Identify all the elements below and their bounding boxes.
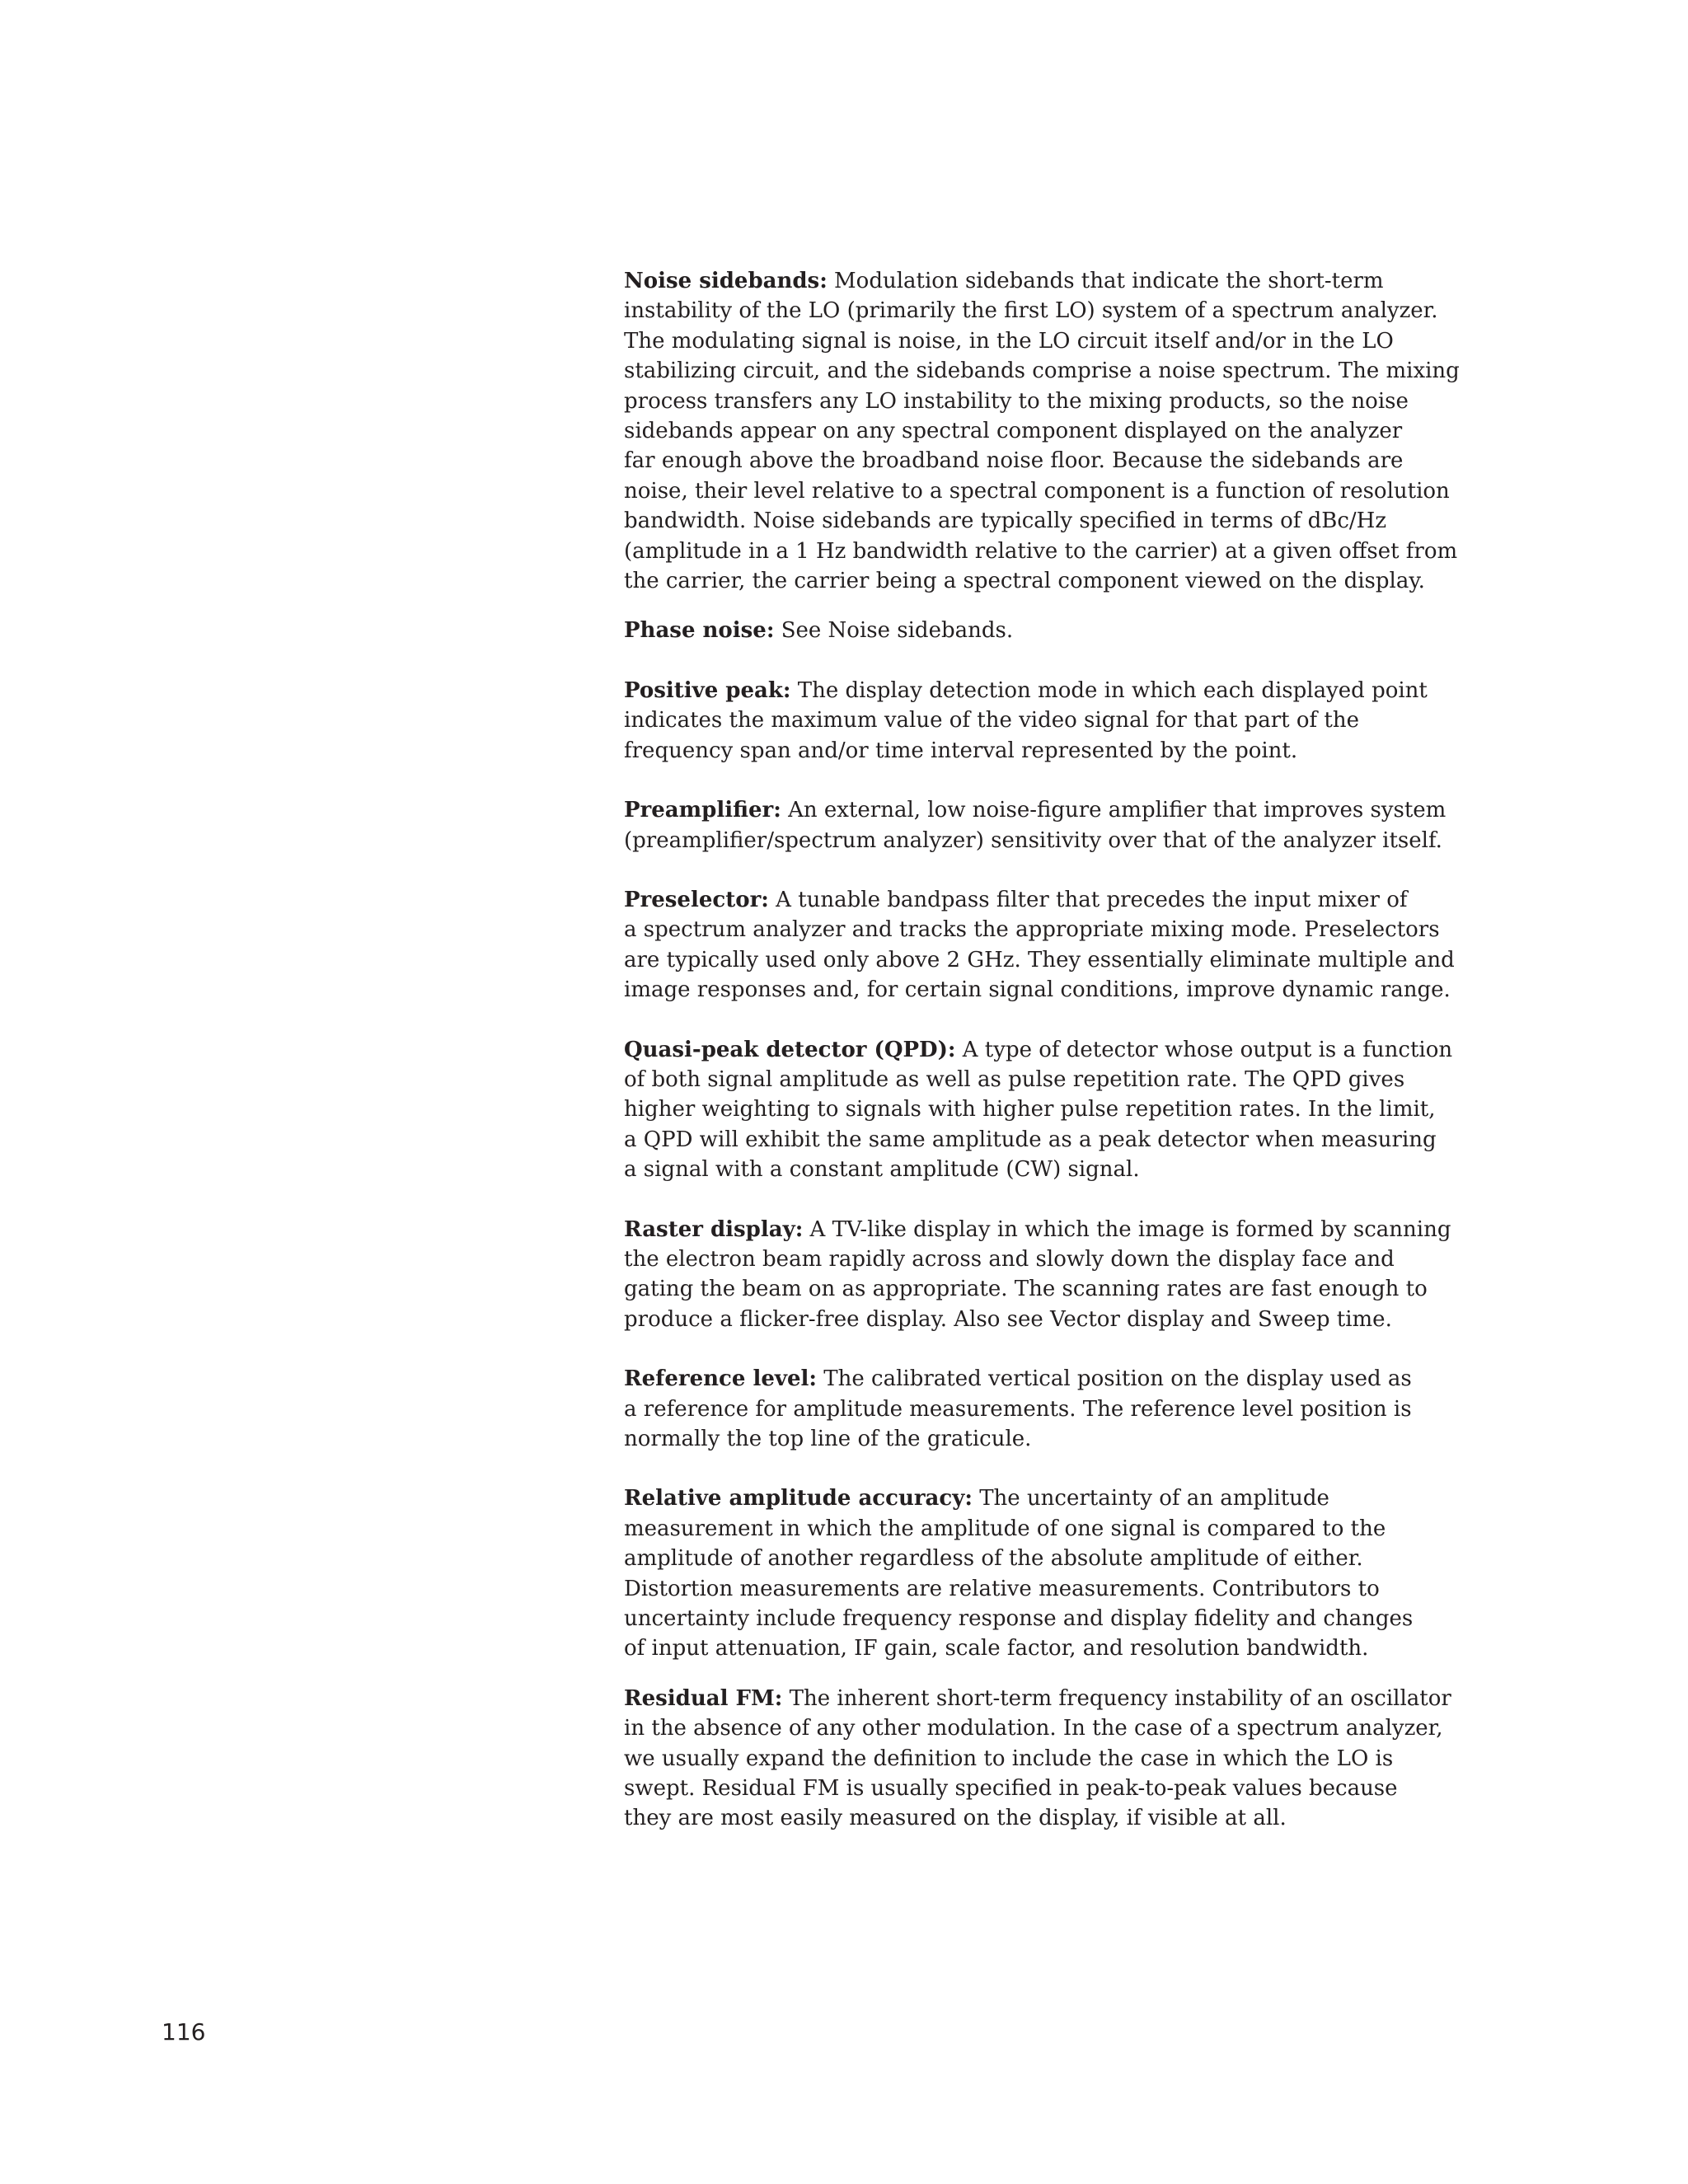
entry-term: Positive peak:	[624, 677, 791, 703]
entry-line: we usually expand the definition to include the case in which the LO is	[624, 1746, 1394, 1771]
entry-line	[624, 1684, 1531, 1713]
entry-line	[624, 1035, 1531, 1065]
entry-line	[624, 616, 1531, 645]
entry-line	[624, 1483, 1531, 1513]
entry-line: a reference for amplitude measurements. The reference level position is	[624, 1396, 1412, 1422]
entry-line: sidebands appear on any spectral component displayed on the analyzer	[624, 419, 1403, 444]
entry-line: (amplitude in a 1 Hz bandwidth relative to the carrier) at a given offset from	[624, 538, 1458, 564]
entry-line: higher weighting to signals with higher pulse repetition rates. In the limit,	[624, 1097, 1436, 1122]
entry-term: Preamplifier:	[624, 798, 781, 823]
glossary-entry-reference-level	[624, 1364, 1531, 1454]
entry-text: The display detection mode in which each displayed point	[790, 677, 1428, 703]
entry-line: gating the beam on as appropriate. The scanning rates are fast enough to	[624, 1277, 1428, 1302]
glossary-entry-positive-peak	[624, 676, 1531, 766]
entry-line: noise, their level relative to a spectral component is a function of resolution	[624, 478, 1450, 504]
glossary-entry-quasi-peak-detector	[624, 1035, 1531, 1185]
entry-term: Relative amplitude accuracy:	[624, 1486, 973, 1511]
glossary-entry-noise-sidebands	[624, 266, 1531, 596]
entry-line: swept. Residual FM is usually specified in peak-to-peak values because	[624, 1776, 1398, 1802]
entry-line: uncertainty include frequency response and display fidelity and changes	[624, 1606, 1414, 1632]
entry-text: See Noise sidebands.	[774, 618, 1014, 644]
entry-line	[624, 1215, 1531, 1244]
entry-term: Reference level:	[624, 1366, 817, 1392]
entry-text: A TV-like display in which the image is formed by scanning	[803, 1216, 1451, 1242]
entry-term: Residual FM:	[624, 1685, 783, 1711]
glossary-entry-preselector	[624, 885, 1531, 1005]
entry-line: Distortion measurements are relative measurements. Contributors to	[624, 1576, 1380, 1601]
entry-line: in the absence of any other modulation. In the case of a spectrum analyzer,	[624, 1716, 1443, 1741]
entry-line: of both signal amplitude as well as pulse repetition rate. The QPD gives	[624, 1066, 1405, 1092]
entry-line: measurement in which the amplitude of one signal is compared to the	[624, 1516, 1386, 1541]
entry-text: The calibrated vertical position on the display used as	[817, 1366, 1412, 1392]
glossary-entry-residual-fm	[624, 1684, 1531, 1834]
entry-text: A type of detector whose output is a function	[955, 1037, 1453, 1062]
entry-line: a QPD will exhibit the same amplitude as a peak detector when measuring	[624, 1127, 1437, 1152]
entry-line: produce a flicker-free display. Also see Vector display and Sweep time.	[624, 1306, 1392, 1332]
entry-line: The modulating signal is noise, in the LO circuit itself and/or in the LO	[624, 328, 1394, 354]
entry-term: Preselector:	[624, 887, 769, 912]
glossary-entry-raster-display	[624, 1215, 1531, 1335]
glossary-entry-relative-amplitude-accuracy	[624, 1483, 1531, 1663]
entry-line	[624, 795, 1531, 825]
entry-line: process transfers any LO instability to the mixing products, so the noise	[624, 388, 1409, 414]
entry-line: far enough above the broadband noise floor. Because the sidebands are	[624, 448, 1404, 474]
entry-line: indicates the maximum value of the video signal for that part of the	[624, 708, 1359, 733]
entry-line: the carrier, the carrier being a spectral component viewed on the display.	[624, 569, 1425, 594]
entry-line: bandwidth. Noise sidebands are typically specified in terms of dBc/Hz	[624, 509, 1387, 534]
glossary-entry-phase-noise	[624, 616, 1531, 645]
entry-line: amplitude of another regardless of the absolute amplitude of either.	[624, 1546, 1363, 1572]
entry-term: Phase noise:	[624, 618, 775, 644]
entry-text: A tunable bandpass filter that precedes the input mixer of	[768, 887, 1408, 912]
glossary-entry-preamplifier	[624, 795, 1531, 855]
entry-line: image responses and, for certain signal conditions, improve dynamic range.	[624, 977, 1451, 1003]
entry-line: frequency span and/or time interval represented by the point.	[624, 738, 1298, 763]
entry-line: of input attenuation, IF gain, scale factor, and resolution bandwidth.	[624, 1636, 1369, 1661]
entry-line	[624, 1364, 1531, 1394]
entry-text: The uncertainty of an amplitude	[972, 1486, 1329, 1511]
page-number: 116	[162, 2018, 206, 2046]
entry-line	[624, 676, 1531, 705]
entry-text: Modulation sidebands that indicate the short-term	[827, 269, 1384, 293]
entry-line: the electron beam rapidly across and slowly down the display face and	[624, 1246, 1395, 1272]
entry-line: (preamplifier/spectrum analyzer) sensitivity over that of the analyzer itself.	[624, 827, 1442, 853]
entry-line: normally the top line of the graticule.	[624, 1427, 1032, 1451]
entry-term: Noise sidebands:	[624, 269, 828, 293]
entry-line: a signal with a constant amplitude (CW) signal.	[624, 1157, 1140, 1183]
entry-line: instability of the LO (primarily the first LO) system of a spectrum analyzer.	[624, 298, 1438, 324]
entry-line: they are most easily measured on the display, if visible at all.	[624, 1806, 1287, 1831]
entry-line: are typically used only above 2 GHz. They essentially eliminate multiple and	[624, 947, 1455, 972]
entry-line: stabilizing circuit, and the sidebands comprise a noise spectrum. The mixing	[624, 359, 1460, 384]
entry-line	[624, 266, 1531, 296]
entry-text: An external, low noise-figure amplifier that improves system	[781, 798, 1447, 823]
entry-term: Quasi-peak detector (QPD):	[624, 1037, 956, 1062]
entry-line: a spectrum analyzer and tracks the appropriate mixing mode. Preselectors	[624, 917, 1440, 943]
glossary-list	[624, 266, 1531, 1863]
entry-text: The inherent short-term frequency instability of an oscillator	[782, 1685, 1451, 1711]
entry-line	[624, 885, 1531, 915]
entry-term: Raster display:	[624, 1216, 804, 1242]
